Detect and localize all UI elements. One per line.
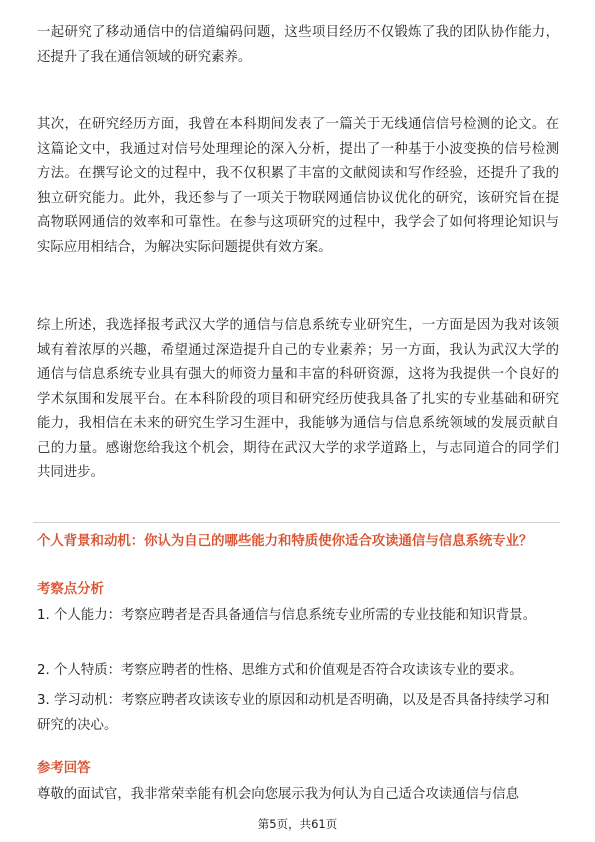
- body-paragraph-continuation: 一起研究了移动通信中的信道编码问题，这些项目经历不仅锻炼了我的团队协作能力，还提升了我在通信领域的研究素养。: [37, 25, 559, 65]
- question-title: 个人背景和动机：你认为自己的哪些能力和特质使你适合攻读通信与信息系统专业？: [37, 534, 533, 549]
- analysis-heading: 考察点分析: [37, 582, 104, 597]
- body-paragraph-research-experience: 其次，在研究经历方面，我曾在本科期间发表了一篇关于无线通信信号检测的论文。在这篇论文中，我通过对信号处理理论的深入分析，提出了一种基于小波变换的信号检测方法。在撰写论文的过程中，我不仅积累了丰富的文献阅读和写作经验，还提升了我的独立研究能力。此外，我还参与了一项关于物联网通信协议优化的研究，该研究旨在提高物联网通信的效率和可靠性。在参与这项研究的过程中，我学会了如何将理论知识与实际应用相结合，为解决实际问题提供有效方案。: [37, 117, 559, 255]
- reference-answer-text: 尊敬的面试官，我非常荣幸能有机会向您展示我为何认为自己适合攻读通信与信息: [37, 787, 520, 802]
- body-paragraph-summary: 综上所述，我选择报考武汉大学的通信与信息系统专业研究生，一方面是因为我对该领域有着浓厚的兴趣，希望通过深造提升自己的专业素养；另一方面，我认为武汉大学的通信与信息系统专业具有强大的师资力量和丰富的科研资源，这将为我提供一个良好的学术氛围和发展平台。在本科阶段的项目和研究经历使我具备了扎实的专业基础和研究能力，我相信在未来的研究生学习生涯中，我能够为通信与信息系统领域的发展贡献自己的力量。感谢您给我这个机会，期待在武汉大学的求学道路上，与志同道合的同学们共同进步。: [37, 318, 559, 480]
- analysis-item: 1. 个人能力：考察应聘者是否具备通信与信息系统专业所需的专业技能和知识背景。: [37, 608, 537, 623]
- analysis-item: 2. 个人特质：考察应聘者的性格、思维方式和价值观是否符合攻读该专业的要求。: [37, 663, 523, 678]
- page-footer: 第5页，共61页: [257, 817, 338, 831]
- analysis-item: 3. 学习动机：考察应聘者攻读该专业的原因和动机是否明确，以及是否具备持续学习和研究的决心。: [37, 693, 550, 733]
- section-divider: [33, 522, 560, 523]
- reference-heading: 参考回答: [37, 761, 91, 776]
